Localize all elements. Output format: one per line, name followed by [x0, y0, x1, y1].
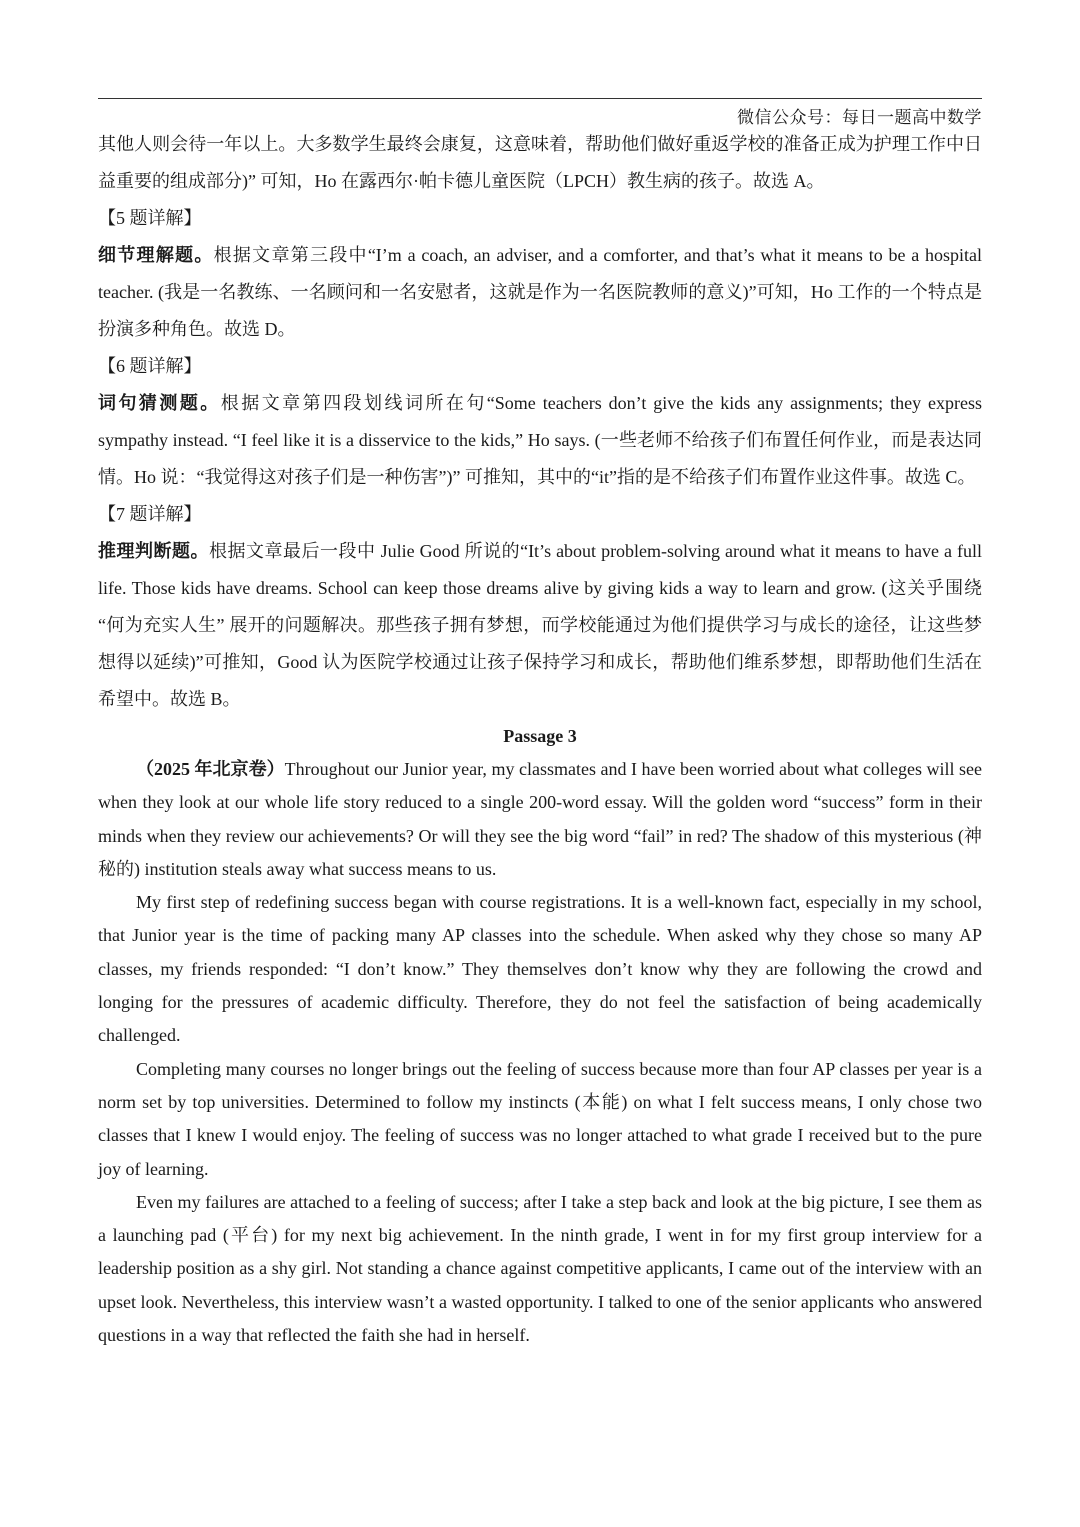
q4-explanation-tail: 其他人则会待一年以上。大多数学生最终会康复，这意味着，帮助他们做好重返学校的准备正成为护理工作中日益重要的组成部分)” 可知，Ho 在露西尔·帕卡德儿童医院（LPCH）教生病的孩子。故选 A。 [98, 134, 982, 191]
passage-paragraph-3: Completing many courses no longer brings out the feeling of success because more than four AP classes per year is a norm set by top universities. Determined to follow my instincts (本能) on what I felt success means, I only chose two classes that I knew I would enjoy. The feeling of success was no longer attached to what grade I received but to the pure joy of learning. [98, 1058, 982, 1179]
q6-type-tag: 词句猜测题。 [98, 393, 221, 413]
header-wechat-label: 微信公众号：每日一题高中数学 [737, 108, 982, 128]
q5-text: 根据文章第三段中“I’m a coach, an adviser, and a comforter, and that’s what it means to be a hospital teacher. (我是一名教练、一名顾问和一名安慰者，这就是作为一名医院教师的意义)”可知，Ho 工作的一个特点是扮演多种角色。故选 D。 [98, 245, 983, 339]
q7-type-tag: 推理判断题。 [98, 541, 210, 561]
q6-text: 根据文章第四段划线词所在句“Some teachers don’t give the kids any assignments; they express sympathy instead. “I feel like it is a disservice to the kids,” Ho says. (一些老师不给孩子们布置任何作业，而是表达同情。Ho 说：“我觉得这对孩子们是一种伤害”)” 可推知，其中的“it”指的是不给孩子们布置作业这件事。故选 C。 [98, 393, 983, 487]
document-body [98, 126, 982, 1352]
q6-explanation [98, 385, 982, 496]
header-rule [98, 98, 982, 99]
passage-paragraph-1-text: Throughout our Junior year, my classmates and I have been worried about what colleges will see when they look at our whole life story reduced to a single 200-word essay. Will the golden word “success” form in their minds when they review our achievements? Or will they see the big word “fail” in red? The shadow of this mysterious (神秘的) institution steals away what success means to us. [98, 759, 982, 879]
q5-explanation [98, 237, 982, 348]
passage-source: （2025 年北京卷） [136, 759, 285, 779]
q6-heading: 【6 题详解】 [98, 356, 202, 376]
passage-paragraph-2: My first step of redefining success began with course registrations. It is a well-known fact, especially in my school, that Junior year is the time of packing many AP classes into the schedule. When asked why they chose so many AP classes, my friends responded: “I don’t know.” They themselves don’t know why they are following the crowd and longing for the pressures of academic difficulty. Therefore, they do not feel the satisfaction of being academically challenged. [98, 892, 982, 1046]
q5-type-tag: 细节理解题。 [98, 245, 214, 265]
passage-paragraph-1 [98, 753, 982, 886]
q5-heading: 【5 题详解】 [98, 208, 202, 228]
passage-3-title: Passage 3 [503, 726, 577, 746]
passage-paragraph-4: Even my failures are attached to a feeling of success; after I take a step back and look at the big picture, I see them as a launching pad (平台) for my next big achievement. In the ninth grade, I went in for my first group interview for a leadership position as a shy girl. Not standing a chance against competitive applicants, I came out of the interview with an upset look. Nevertheless, this interview wasn’t a wasted opportunity. I talked to one of the senior applicants who answered questions in a way that reflected the faith she had in herself. [98, 1191, 982, 1346]
q7-text: 根据文章最后一段中 Julie Good 所说的“It’s about problem-solving around what it means to have a full life. Those kids have dreams. School can keep those dreams alive by giving kids a way to learn and grow. (这关乎围绕 “何为充实人生” 展开的问题解决。那些孩子拥有梦想，而学校能通过为他们提供学习与成长的途径，让这些梦想得以延续)”可推知，Good 认为医院学校通过让孩子保持学习和成长，帮助他们维系梦想，即帮助他们生活在希望中。故选 B。 [98, 541, 983, 709]
q7-heading: 【7 题详解】 [98, 504, 202, 524]
q7-explanation [98, 533, 982, 718]
